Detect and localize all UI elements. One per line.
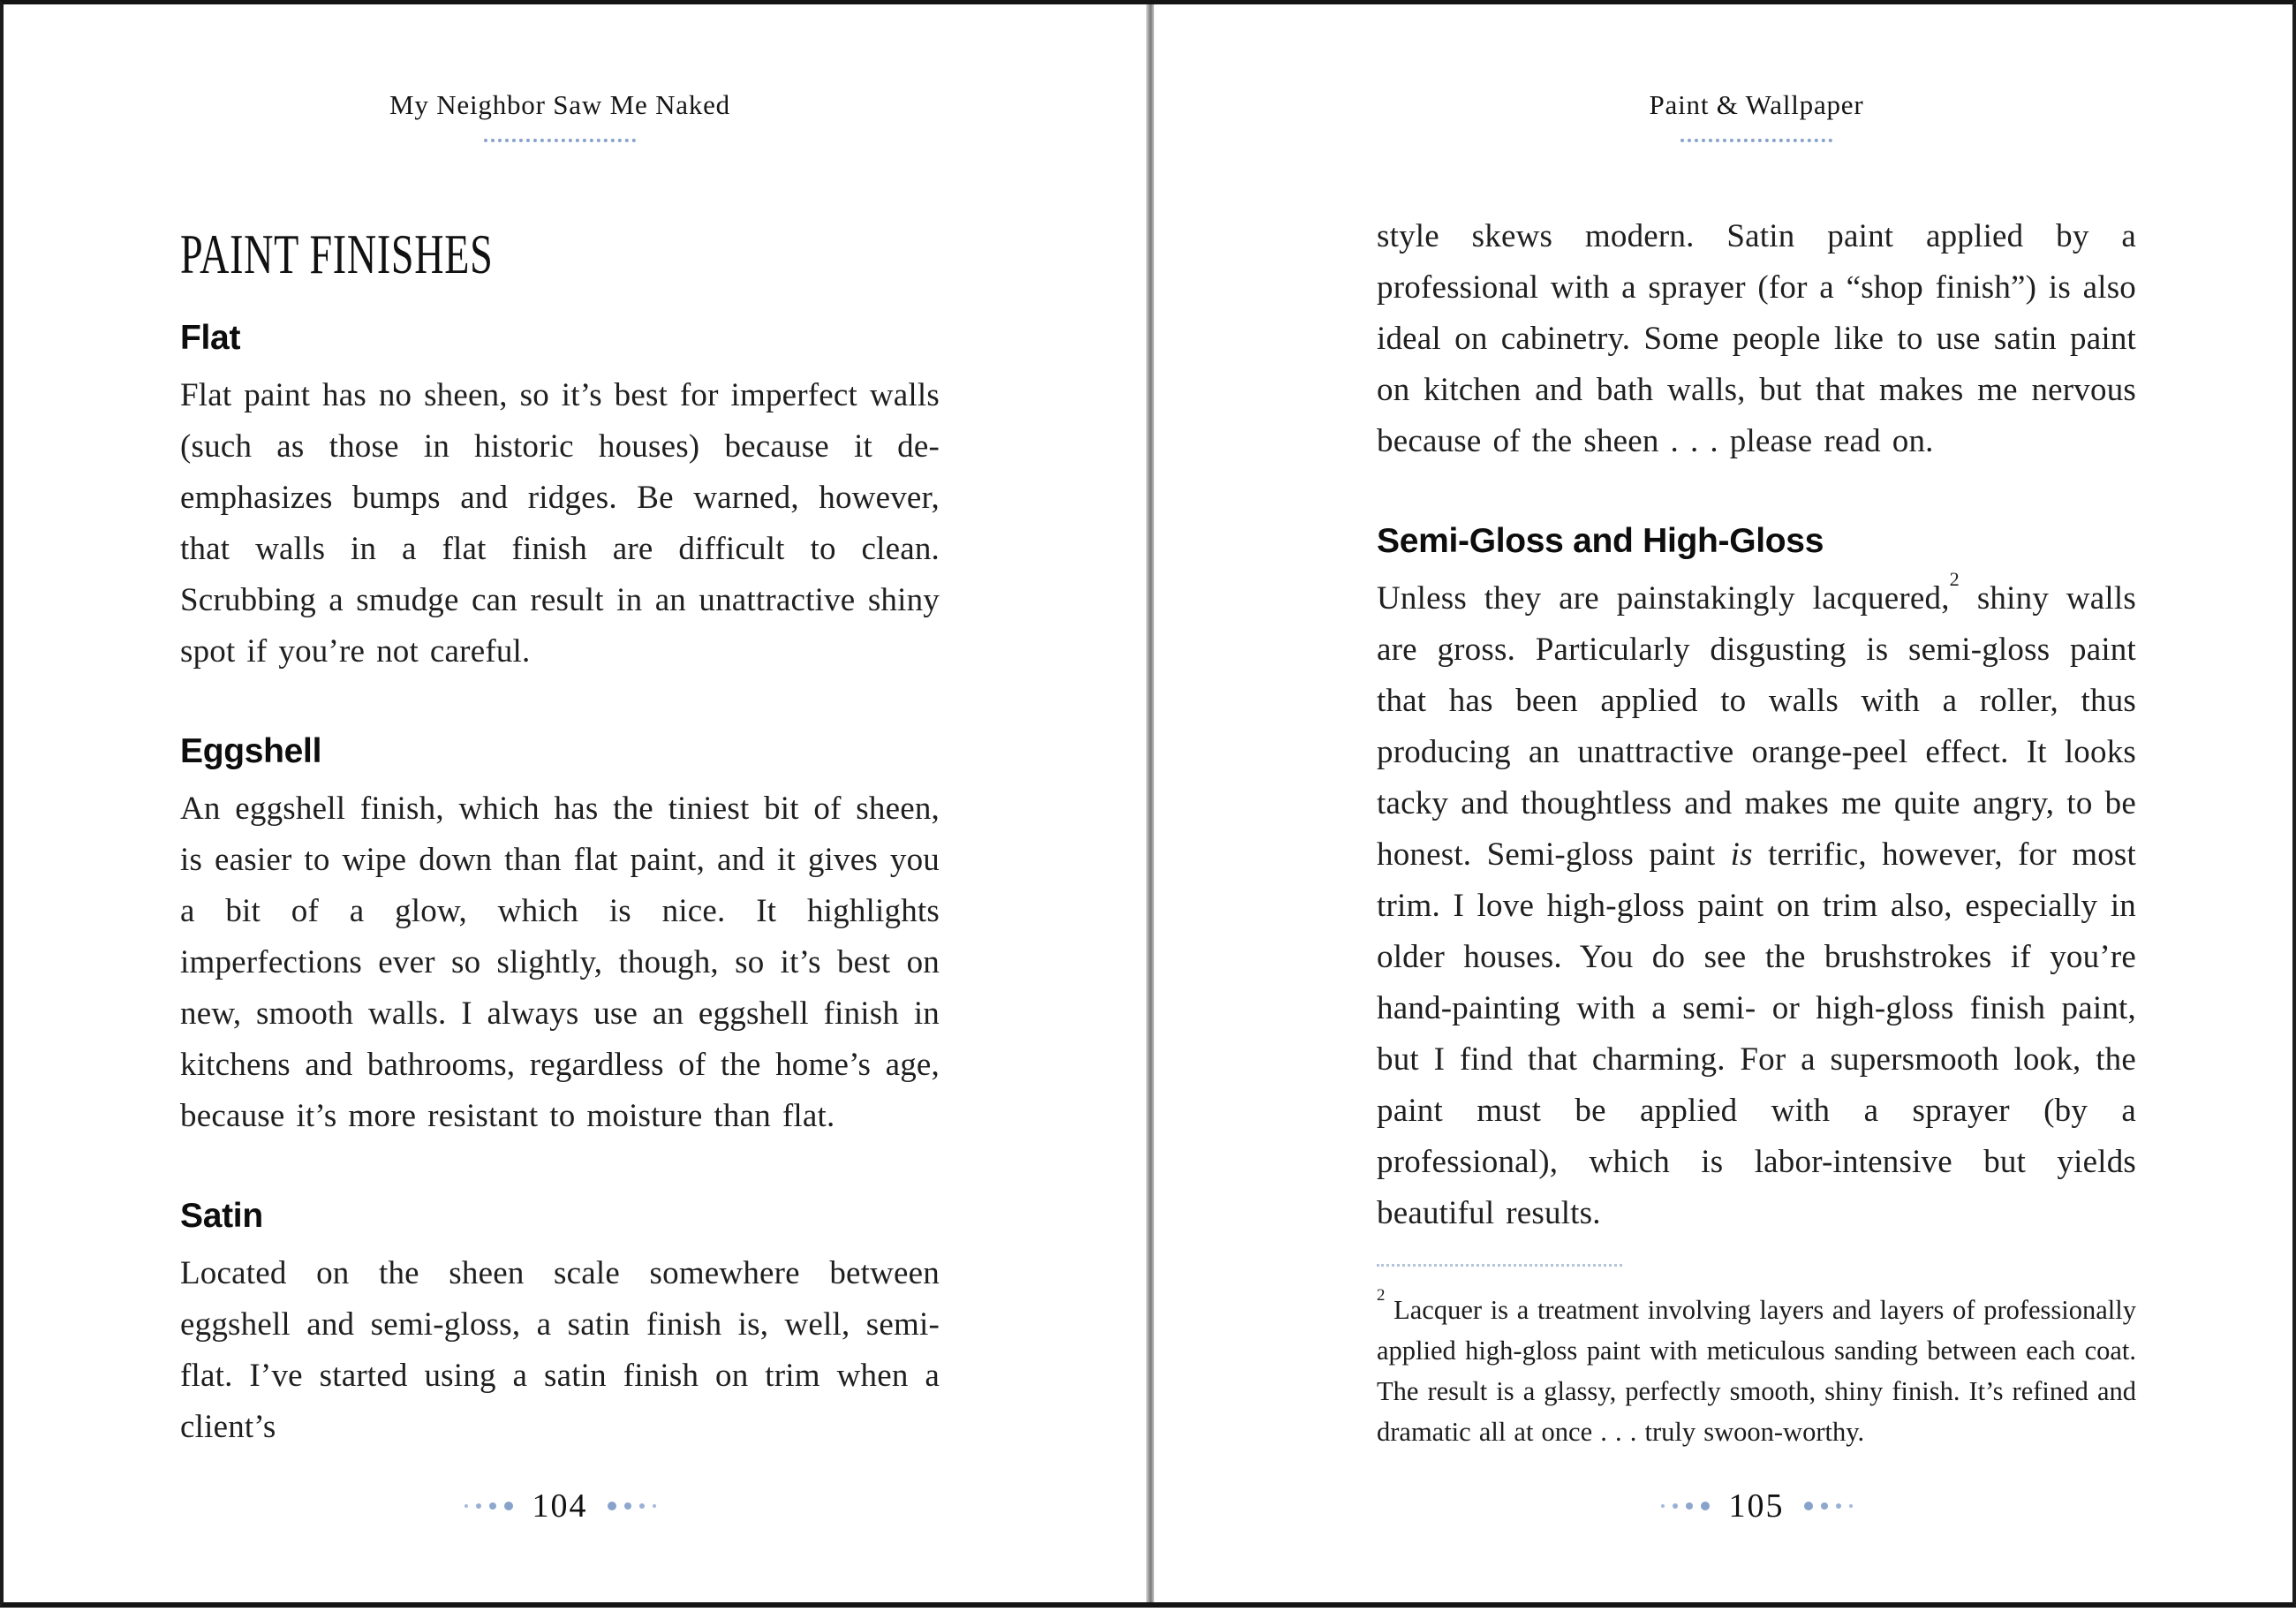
ornament-dot <box>624 1502 631 1510</box>
left-running-head-ornament <box>484 139 636 142</box>
page-number-ornament-right <box>1804 1502 1853 1510</box>
footnote-lacquer: $^2$ Lacquer is a treatment involving layers and layers of professionally applied high-gloss paint with meticulous sanding between each coat. The result is a glassy, perfectly smooth, shiny finish. It’s refined and dramatic all at once . . . truly swoon-worthy. <box>1377 1286 2136 1447</box>
right-page-number: 105 <box>1728 1487 1785 1525</box>
page-number-ornament-right <box>608 1502 656 1510</box>
ornament-dot <box>608 1502 616 1510</box>
section-title-paint-finishes: PAINT FINISHES <box>180 223 494 285</box>
left-page <box>180 4 940 1612</box>
page-gutter-divider <box>1146 4 1154 1602</box>
ornament-dot <box>1661 1504 1665 1508</box>
ornament-dot <box>476 1503 481 1509</box>
ornament-dot <box>504 1502 513 1510</box>
page-number-ornament-left <box>464 1502 513 1510</box>
right-running-head-ornament <box>1680 139 1832 142</box>
ornament-dot <box>653 1504 656 1508</box>
heading-satin: Satin <box>180 1197 263 1235</box>
page-number-ornament-left <box>1661 1502 1710 1510</box>
heading-eggshell: Eggshell <box>180 732 322 770</box>
paragraph-satin-continued: style skews modern. Satin paint applied by a professional with a sprayer (for a “shop finish”) is also ideal on cabinetry. Some people like to use satin paint on kitchen and bath walls, but that makes me nervous because of the sheen . . . please read on. <box>1377 218 2136 459</box>
ornament-dot <box>1821 1502 1828 1510</box>
right-running-head: Paint & Wallpaper <box>1649 89 1864 120</box>
paragraph-satin: Located on the sheen scale somewhere between eggshell and semi-gloss, a satin finish is, well, semi-flat. I’ve started using a satin finish on trim when a client’s <box>180 1255 940 1445</box>
ornament-dot <box>639 1503 645 1509</box>
paragraph-flat: Flat paint has no sheen, so it’s best for imperfect walls (such as those in historic houses) because it de-emphasizes bumps and ridges. Be warned, however, that walls in a flat finish are difficult to clean. Scrubbing a smudge can result in an unattractive shiny spot if you’re not careful. <box>180 377 940 670</box>
left-page-number: 104 <box>532 1487 588 1525</box>
left-running-head-wrap <box>180 4 940 142</box>
ornament-dot <box>464 1504 468 1508</box>
paragraph-eggshell: An eggshell finish, which has the tiniest bit of sheen, is easier to wipe down than flat paint, and it gives you a bit of a glow, which is nice. It highlights imperfections ever so slightly, though, so it’s best on new, smooth walls. I always use an eggshell finish in kitchens and bathrooms, regardless of the home’s age, because it’s more resistant to moisture than flat. <box>180 791 940 1134</box>
ornament-dot <box>1686 1502 1693 1510</box>
ornament-dot <box>1673 1503 1678 1509</box>
ornament-dot <box>1849 1504 1853 1508</box>
ornament-dot <box>1701 1502 1710 1510</box>
ornament-dot <box>489 1502 496 1510</box>
right-page-number-row <box>1377 1487 2136 1525</box>
right-page <box>1377 4 2136 1612</box>
heading-flat: Flat <box>180 319 241 357</box>
paragraph-semi-gloss: Unless they are painstakingly lacquered,$^2$ shiny walls are gross. Particularly disgusting is semi-gloss paint that has been applied to walls with a roller, thus producing an unattractive orange-peel effect. It looks tacky and thoughtless and makes me quite angry, to be honest. Semi-gloss paint is terrific, however, for most trim. I love high-gloss paint on trim also, especially in older houses. You do see the brushstrokes if you’re hand-painting with a semi- or high-gloss finish paint, but I find that charming. For a supersmooth look, the paint must be applied with a sprayer (by a professional), which is labor-intensive but yields beautiful results. <box>1377 568 2136 1231</box>
right-running-head-wrap <box>1377 4 2136 142</box>
ornament-dot <box>1804 1502 1813 1510</box>
left-page-number-row <box>180 1487 940 1525</box>
heading-semi-gloss-and-high-gloss: Semi-Gloss and High-Gloss <box>1377 522 1824 560</box>
ornament-dot <box>1836 1503 1841 1509</box>
footnote-divider <box>1377 1264 1622 1267</box>
left-running-head: My Neighbor Saw Me Naked <box>389 89 730 120</box>
